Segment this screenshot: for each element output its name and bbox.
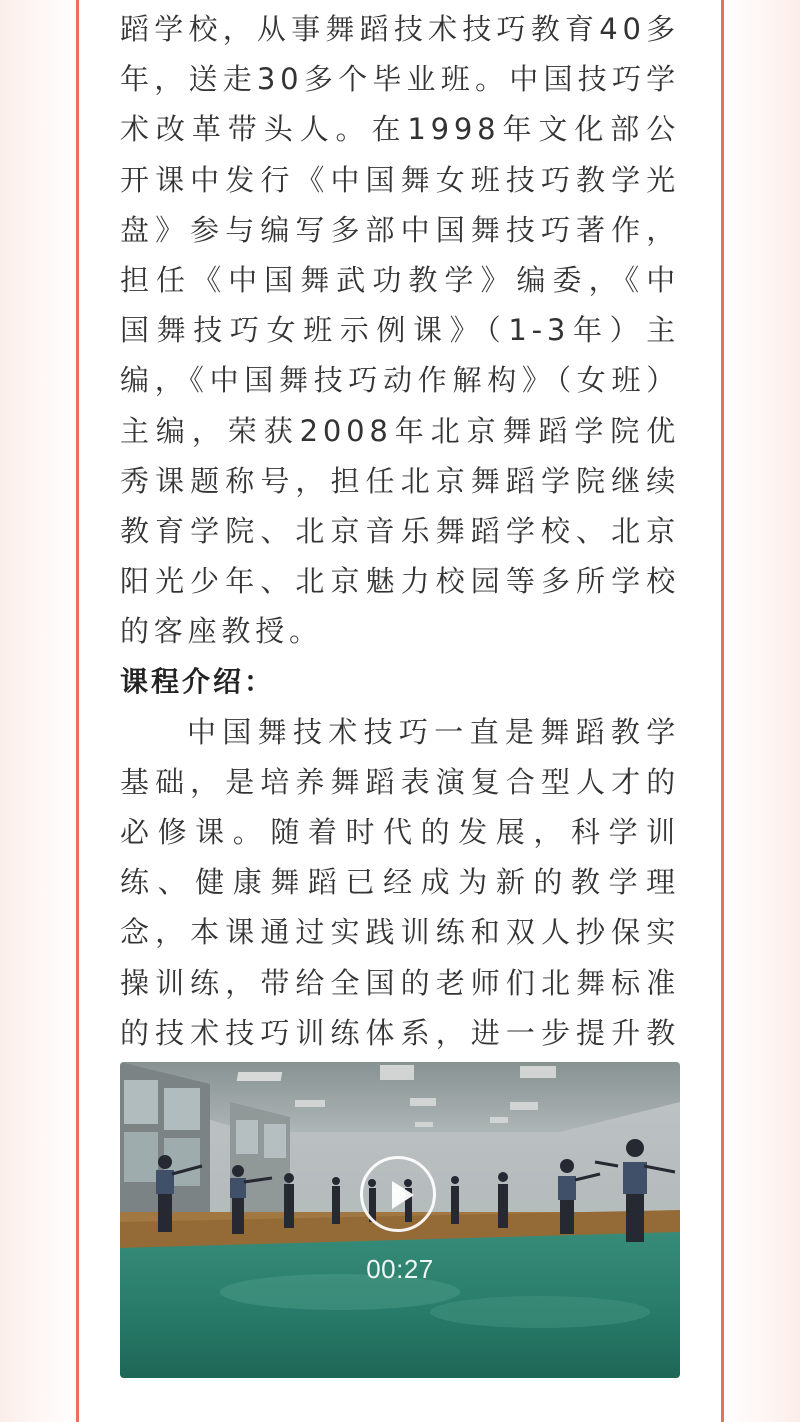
play-button[interactable] [360,1156,436,1232]
course-intro-heading: 课程介绍： [120,664,276,698]
course-intro-paragraph: 中国舞技术技巧一直是舞蹈教学基础，是培养舞蹈表演复合型人才的必修课。随着时代的发展，科学训练、健康舞蹈已经成为新的教学理念，本课通过实践训练和双人抄保实操训练，带给全国的老师们北舞标准的技术技巧训练体系，进一步提升教 [120,714,680,1050]
play-icon [392,1181,414,1209]
teacher-bio-paragraph: 蹈学校，从事舞蹈技术技巧教育40多年，送走30多个毕业班。中国技巧学术改革带头人。在1998年文化部公开课中发行《中国舞女班技巧教学光盘》参与编写多部中国舞技巧著作，担任《中国舞武功教学》编委，《中国舞技巧女班示例课》（1-3年）主编，《中国舞技巧动作解构》（女班）主编，荣获2008年北京舞蹈学院优秀课题称号，担任北京舞蹈学院继续教育学院、北京音乐舞蹈学校、北京阳光少年、北京魅力校园等多所学校的客座教授。 [120,12,680,649]
video-player[interactable] [120,1062,680,1378]
video-duration: 00:27 [366,1254,434,1284]
article-content [120,4,680,1158]
